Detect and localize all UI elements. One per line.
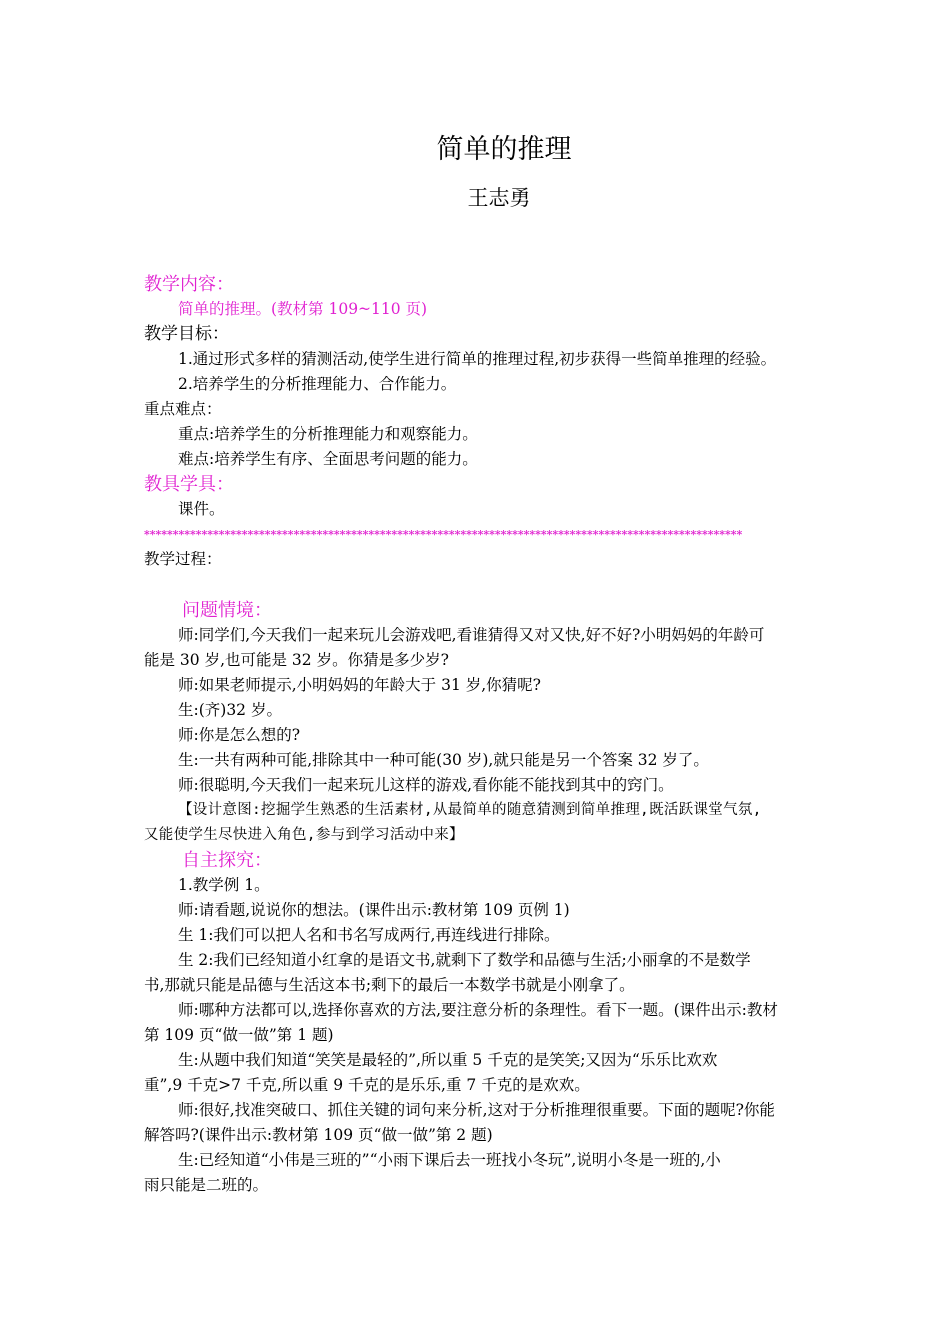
explore-paragraph-line: 师:哪种方法都可以,选择你喜欢的方法,要注意分析的条理性。看下一题。(课件出示:教材	[178, 1001, 778, 1019]
explore-paragraph-line: 书,那就只能是品德与生活这本书;剩下的最后一本数学书就是小刚拿了。	[144, 976, 635, 994]
design-intent-line: 【设计意图:挖掘学生熟悉的生活素材,从最简单的随意猜测到简单推理,既活跃课堂气氛,	[178, 802, 762, 818]
section-key-heading: 重点难点：	[144, 400, 222, 418]
situation-paragraph-line: 能是 30 岁,也可能是 32 岁。你猜是多少岁?	[144, 651, 449, 669]
explore-paragraph-line: 生:从题中我们知道“笑笑是最轻的”,所以重 5 千克的是笑笑;又因为“乐乐比欢欢	[178, 1051, 718, 1069]
goal-item-1: 1.通过形式多样的猜测活动,使学生进行简单的推理过程,初步获得一些简单推理的经验。	[178, 350, 777, 368]
doc-author: 王志勇	[467, 186, 531, 210]
difficult-point: 难点:培养学生有序、全面思考问题的能力。	[178, 450, 478, 468]
doc-title: 简单的推理	[436, 134, 572, 165]
situation-paragraph-line: 师:你是怎么想的?	[178, 726, 301, 744]
key-point: 重点:培养学生的分析推理能力和观察能力。	[178, 425, 478, 443]
goal-item-2: 2.培养学生的分析推理能力、合作能力。	[178, 375, 457, 393]
explore-paragraph-line: 师:请看题,说说你的想法。(课件出示:教材第 109 页例 1)	[178, 901, 570, 919]
situation-paragraph-line: 生:一共有两种可能,排除其中一种可能(30 岁),就只能是另一个答案 32 岁了。	[178, 751, 709, 769]
section-tools-text: 课件。	[178, 500, 225, 518]
explore-paragraph-line: 雨只能是二班的。	[144, 1176, 269, 1194]
section-content-heading: 教学内容：	[144, 274, 234, 295]
star-divider: ********************************************************************************************************	[144, 528, 743, 541]
explore-paragraph-line: 重”,9 千克>7 千克,所以重 9 千克的是乐乐,重 7 千克的是欢欢。	[144, 1076, 590, 1094]
explore-heading: 自主探究：	[182, 850, 272, 871]
situation-heading: 问题情境：	[182, 600, 272, 621]
explore-paragraph-line: 生:已经知道“小伟是三班的”“小雨下课后去一班找小冬玩”,说明小冬是一班的,小	[178, 1151, 721, 1169]
explore-paragraph-line: 生 1:我们可以把人名和书名写成两行,再连线进行排除。	[178, 926, 560, 944]
explore-paragraph-line: 生 2:我们已经知道小红拿的是语文书,就剩下了数学和品德与生活;小丽拿的不是数学	[178, 951, 751, 969]
explore-paragraph-line: 第 109 页“做一做”第 1 题)	[144, 1026, 334, 1044]
explore-paragraph-line: 师:很好,找准突破口、抓住关键的词句来分析,这对于分析推理很重要。下面的题呢?你能	[178, 1101, 775, 1119]
situation-paragraph-line: 师:如果老师提示,小明妈妈的年龄大于 31 岁,你猜呢?	[178, 676, 541, 694]
situation-paragraph-line: 师:很聪明,今天我们一起来玩儿这样的游戏,看你能不能找到其中的窍门。	[178, 776, 674, 794]
section-goals-heading: 教学目标：	[144, 324, 229, 344]
explore-paragraph-line: 1.教学例 1。	[178, 876, 270, 894]
section-process-heading: 教学过程：	[144, 550, 222, 568]
section-tools-heading: 教具学具：	[144, 474, 234, 495]
explore-paragraph-line: 解答吗?(课件出示:教材第 109 页“做一做”第 2 题)	[144, 1126, 493, 1144]
spacer	[144, 572, 824, 598]
situation-paragraph-line: 生:(齐)32 岁。	[178, 701, 282, 719]
doc-body	[144, 272, 824, 1198]
design-intent-line: 又能使学生尽快进入角色,参与到学习活动中来】	[144, 827, 464, 843]
section-content-text: 简单的推理。(教材第 109~110 页)	[178, 300, 428, 318]
situation-paragraph-line: 师:同学们,今天我们一起来玩儿会游戏吧,看谁猜得又对又快,好不好?小明妈妈的年龄可	[178, 626, 765, 644]
